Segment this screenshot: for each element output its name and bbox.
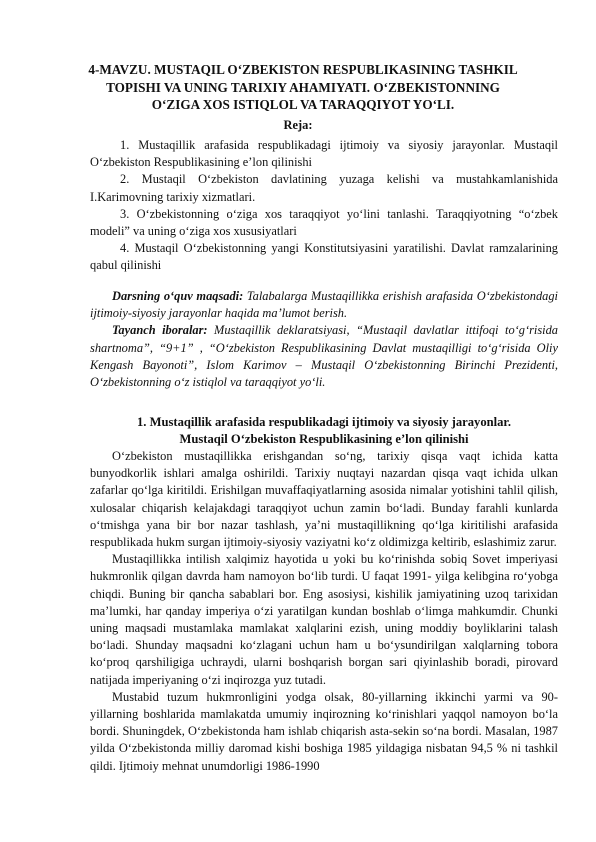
keywords-text: Mustaqillik deklaratsiyasi, “Mustaqil davlatlar ittifoqi to‘g‘risida shartnoma”, “9+1” , “O‘zbekiston Respublikasining Davlat mustaqilligi to‘g‘risida Oliy Kengash Bayonoti”, Islom Karimov – Mustaqil O‘zbekistonning Birinchi Prezidenti, O‘zbekistonning o‘z istiqlol va taraqqiyot yo‘li.	[90, 323, 559, 390]
section-title-line-2: Mustaqil O‘zbekiston Respublikasining e’lon qilinishi	[179, 432, 469, 447]
lesson-goal-text: Talabalarga Mustaqillikka erishish arafasida O‘zbekistondagi ijtimoiy-siyosiy jarayonlar haqida ma’lumot berish.	[90, 289, 558, 321]
plan-list	[90, 137, 558, 275]
paragraph-3: Mustabid tuzum hukmronligini yodga olsak, 80-yillarning ikkinchi yarmi va 90-yillarning boshlarida mamlakatda umumiy inqirozning ko‘rinishlari yaqqol namoyon bo‘la bordi. Shuningdek, O‘zbekistonda ham ishlab chiqarish asta-sekin so‘na bordi. Masalan, 1987 yilda O‘zbekistonda milliy daromad kishi boshiga 1985 yildagiga nisbatan 94,5 % ni tashkil qildi. Ijtimoiy mehnat unumdorligi 1986-1990	[90, 689, 558, 773]
keywords-label: Tayanch iboralar:	[112, 323, 208, 338]
document-title	[78, 61, 528, 114]
title-line-1: 4-MAVZU. MUSTAQIL O‘ZBEKISTON RESPUBLIKASINING TASHKIL	[88, 62, 518, 77]
section-body	[90, 448, 558, 775]
plan-item-1: 1. Mustaqillik arafasida respublikadagi ijtimoiy va siyosiy jarayonlar. Mustaqil O‘zbekiston Respublikasining e’lon qilinishi	[90, 138, 558, 170]
section-title	[90, 414, 558, 448]
paragraph-1: O‘zbekiston mustaqillikka erishgandan so‘ng, tarixiy qisqa vaqt ichida katta bunyodkorlik ishlari amalga oshirildi. Tarixiy nuqtayi nazardan qisqa vaqt ichida ulkan zafarlar qo‘lga kiritildi. Erishilgan muvaffaqiyatlarning asosida nimalar yotishini tahlil qilish, xulosalar chiqarish kelajakdagi taraqqiyot uchun zamin bo‘ladi. Bunday farahli kunlarda o‘tmishga yana bir bor nazar tashlash, ya’ni mustaqillikning qo‘lga kiritilishi arafasida respublikada hukm surgan ijtimoiy-siyosiy vaziyatni ko‘z oldimizga keltirib, eslashimiz zarur.	[90, 449, 558, 550]
title-line-2: TOPISHI VA UNING TARIXIY AHAMIYATI. O‘ZBEKISTONNING	[106, 79, 500, 95]
keywords	[90, 322, 558, 391]
paragraph-2: Mustaqillikka intilish xalqimiz hayotida u yoki bu ko‘rinishda sobiq Sovet imperiyasi hukmronlik qilgan davrda ham namoyon bo‘lib turdi. U faqat 1991- yilga kelibgina ro‘yobga chiqdi. Buning bir qancha sabablari bor. Eng asosiysi, kishilik jamiyatining uzoq tarixidan ma’lumki, har qanday imperiya o‘zi yaratilgan kundan boshlab o‘limga mahkumdir. Chunki uning maqsadi mustamlaka mamlakat xalqlarini ezish, uning moddiy boyliklarini talash bo‘ladi. Shunday maqsadni ko‘zlagani uchun ham u bo‘ysundirilgan xalqlarning tobora ko‘proq qarshiligiga uchraydi, ularni boshqarish borgan sari qiyinlashib boradi, pirovard natijada imperiyaning o‘zi inqirozga yuz tutadi.	[90, 552, 558, 687]
plan-item-2: 2. Mustaqil O‘zbekiston davlatining yuzaga kelishi va mustahkamlanishida I.Karimovning tarixiy xizmatlari.	[90, 172, 558, 204]
plan-item-3: 3. O‘zbekistonning o‘ziga xos taraqqiyot yo‘lini tanlashi. Taraqqiyotning “o‘zbek modeli” va uning o‘ziga xos xususiyatlari	[90, 206, 558, 239]
plan-item-4: 4. Mustaqil O‘zbekistonning yangi Konstitutsiyasini yaratilishi. Davlat ramzalarining qabul qilinishi	[90, 241, 558, 273]
title-line-3: O‘ZIGA XOS ISTIQLOL VA TARAQQIYOT YO‘LI.	[151, 97, 455, 113]
plan-heading: Reja:	[283, 118, 313, 132]
section-title-line-1: 1. Mustaqillik arafasida respublikadagi ijtimoiy va siyosiy jarayonlar.	[136, 415, 511, 429]
lesson-intro	[90, 288, 558, 391]
lesson-goal	[90, 288, 558, 322]
lesson-goal-label: Darsning o‘quv maqsadi:	[112, 289, 244, 303]
